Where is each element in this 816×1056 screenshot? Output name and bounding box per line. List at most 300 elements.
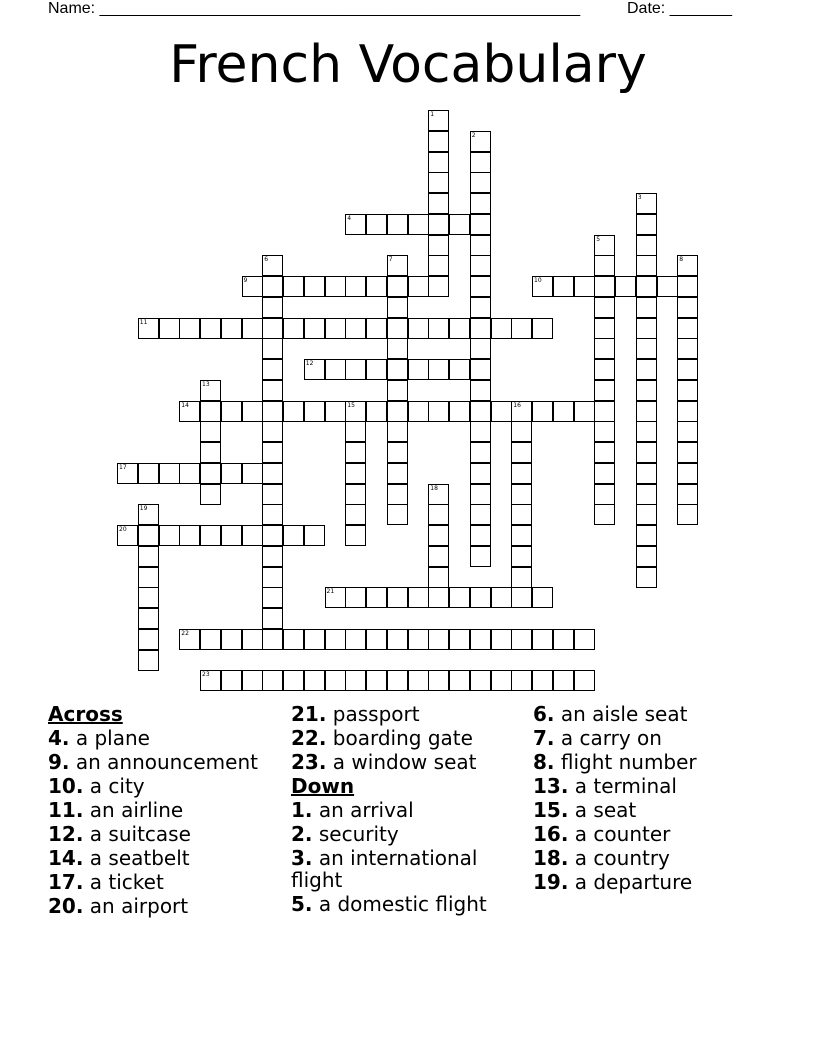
grid-cell[interactable]	[636, 546, 657, 567]
grid-cell[interactable]	[387, 629, 408, 650]
grid-cell[interactable]	[470, 670, 491, 691]
page-title: French Vocabulary	[169, 35, 647, 95]
clue-column-2	[291, 703, 531, 917]
grid-cell[interactable]	[594, 297, 615, 318]
grid-cell[interactable]	[262, 297, 283, 318]
grid-cell[interactable]	[470, 587, 491, 608]
clue-item	[533, 823, 773, 845]
clue-text: a domestic flight	[318, 892, 487, 916]
grid-cell[interactable]	[470, 525, 491, 546]
grid-cell[interactable]	[470, 276, 491, 297]
grid-cell[interactable]	[200, 442, 221, 463]
grid-cell[interactable]	[470, 152, 491, 173]
grid-cell[interactable]	[262, 442, 283, 463]
grid-cell[interactable]	[677, 401, 698, 422]
grid-cell[interactable]	[470, 504, 491, 525]
grid-cell[interactable]	[200, 629, 221, 650]
grid-cell[interactable]	[636, 380, 657, 401]
grid-cell[interactable]	[636, 338, 657, 359]
grid-cell[interactable]	[470, 193, 491, 214]
grid-cell[interactable]	[387, 442, 408, 463]
grid-cell[interactable]	[345, 525, 366, 546]
grid-cell[interactable]	[511, 546, 532, 567]
grid-cell[interactable]	[283, 525, 304, 546]
grid-cell[interactable]	[345, 463, 366, 484]
grid-cell[interactable]	[677, 421, 698, 442]
grid-cell[interactable]	[221, 318, 242, 339]
clue-item	[291, 703, 531, 725]
grid-cell[interactable]	[491, 629, 512, 650]
clue-text: a carry on	[560, 726, 662, 750]
grid-cell[interactable]	[408, 359, 429, 380]
grid-cell[interactable]	[345, 587, 366, 608]
grid-cell[interactable]	[511, 504, 532, 525]
grid-cell[interactable]	[491, 401, 512, 422]
clue-number: 20.	[48, 894, 84, 918]
grid-cell[interactable]	[677, 442, 698, 463]
grid-cell[interactable]	[387, 380, 408, 401]
clue-item	[291, 893, 531, 915]
grid-cell[interactable]	[491, 318, 512, 339]
grid-cell[interactable]	[636, 484, 657, 505]
clue-number: 23.	[291, 750, 327, 774]
grid-cell[interactable]	[636, 318, 657, 339]
grid-cell[interactable]	[594, 421, 615, 442]
grid-cell[interactable]	[262, 318, 283, 339]
clue-number-label: 4	[347, 214, 352, 222]
grid-cell[interactable]	[304, 525, 325, 546]
clue-text: a plane	[75, 726, 150, 750]
clue-number: 2.	[291, 822, 313, 846]
grid-cell[interactable]	[574, 670, 595, 691]
grid-cell[interactable]	[532, 587, 553, 608]
grid-cell[interactable]	[262, 380, 283, 401]
clue-number: 6.	[533, 702, 555, 726]
grid-cell[interactable]	[636, 504, 657, 525]
grid-cell[interactable]	[553, 401, 574, 422]
grid-cell[interactable]	[636, 525, 657, 546]
grid-cell[interactable]	[304, 670, 325, 691]
grid-cell[interactable]	[159, 525, 180, 546]
grid-cell[interactable]	[511, 629, 532, 650]
grid-cell[interactable]	[491, 670, 512, 691]
grid-cell[interactable]	[387, 359, 408, 380]
clue-number: 11.	[48, 798, 84, 822]
clue-number-label: 17	[119, 463, 127, 471]
grid-cell[interactable]	[532, 401, 553, 422]
grid-cell[interactable]	[179, 463, 200, 484]
grid-cell[interactable]	[200, 318, 221, 339]
grid-cell[interactable]	[594, 255, 615, 276]
grid-cell[interactable]	[387, 401, 408, 422]
down-heading: Down	[291, 774, 355, 798]
grid-cell[interactable]	[366, 587, 387, 608]
grid-cell[interactable]	[636, 401, 657, 422]
grid-cell[interactable]	[408, 670, 429, 691]
grid-cell[interactable]	[574, 401, 595, 422]
grid-cell[interactable]	[200, 401, 221, 422]
grid-cell[interactable]	[387, 587, 408, 608]
grid-cell[interactable]	[262, 670, 283, 691]
grid-cell[interactable]	[304, 276, 325, 297]
grid-cell[interactable]	[242, 401, 263, 422]
clue-column-1	[48, 703, 288, 919]
grid-cell[interactable]	[221, 463, 242, 484]
clue-number-label: 11	[139, 318, 148, 326]
grid-cell[interactable]	[636, 442, 657, 463]
grid-cell[interactable]	[511, 463, 532, 484]
grid-cell[interactable]	[636, 567, 657, 588]
clue-number-label: 16	[513, 401, 521, 409]
grid-cell[interactable]	[428, 214, 449, 235]
grid-cell[interactable]	[428, 359, 449, 380]
grid-cell[interactable]	[325, 670, 346, 691]
grid-cell[interactable]	[428, 152, 449, 173]
grid-cell[interactable]	[470, 297, 491, 318]
grid-cell[interactable]	[511, 587, 532, 608]
grid-cell[interactable]	[221, 629, 242, 650]
clue-number: 17.	[48, 870, 84, 894]
grid-cell[interactable]	[408, 629, 429, 650]
grid-cell[interactable]	[428, 546, 449, 567]
grid-cell[interactable]	[345, 484, 366, 505]
clue-text: a city	[89, 774, 145, 798]
grid-cell[interactable]	[677, 276, 698, 297]
grid-cell[interactable]	[470, 359, 491, 380]
grid-cell[interactable]	[345, 504, 366, 525]
clue-number-label: 14	[181, 401, 189, 409]
grid-cell[interactable]	[138, 567, 159, 588]
grid-cell[interactable]	[387, 463, 408, 484]
grid-cell[interactable]	[677, 380, 698, 401]
grid-cell[interactable]	[138, 525, 159, 546]
grid-cell[interactable]	[428, 131, 449, 152]
grid-cell[interactable]	[387, 276, 408, 297]
grid-cell[interactable]	[449, 214, 470, 235]
grid-cell[interactable]	[657, 276, 678, 297]
clue-number: 5.	[291, 892, 313, 916]
grid-cell[interactable]	[242, 525, 263, 546]
grid-cell[interactable]	[428, 670, 449, 691]
grid-cell[interactable]	[594, 318, 615, 339]
grid-cell[interactable]	[511, 318, 532, 339]
grid-cell[interactable]	[242, 629, 263, 650]
grid-cell[interactable]	[200, 421, 221, 442]
grid-cell[interactable]	[262, 608, 283, 629]
grid-cell[interactable]	[511, 525, 532, 546]
clue-number-label: 3	[637, 194, 642, 201]
grid-cell[interactable]	[594, 380, 615, 401]
grid-cell[interactable]	[345, 670, 366, 691]
grid-cell[interactable]	[428, 193, 449, 214]
clue-number-label: 2	[471, 131, 476, 139]
grid-cell[interactable]	[366, 318, 387, 339]
grid-cell[interactable]	[428, 255, 449, 276]
grid-cell[interactable]	[428, 504, 449, 525]
grid-cell[interactable]	[491, 587, 512, 608]
grid-cell[interactable]	[179, 318, 200, 339]
clue-item	[48, 799, 288, 821]
grid-cell[interactable]	[677, 504, 698, 525]
clue-text: passport	[332, 702, 420, 726]
grid-cell[interactable]	[345, 318, 366, 339]
grid-cell[interactable]	[449, 670, 470, 691]
grid-cell[interactable]	[636, 463, 657, 484]
clue-text: a seatbelt	[89, 846, 190, 870]
grid-cell[interactable]	[366, 214, 387, 235]
grid-cell[interactable]	[677, 297, 698, 318]
grid-cell[interactable]	[636, 255, 657, 276]
grid-cell[interactable]	[428, 629, 449, 650]
grid-cell[interactable]	[200, 525, 221, 546]
grid-cell[interactable]	[594, 463, 615, 484]
grid-cell[interactable]	[594, 338, 615, 359]
grid-cell[interactable]	[200, 463, 221, 484]
grid-cell[interactable]	[283, 670, 304, 691]
grid-cell[interactable]	[262, 359, 283, 380]
grid-cell[interactable]	[636, 214, 657, 235]
grid-cell[interactable]	[283, 276, 304, 297]
grid-cell[interactable]	[594, 276, 615, 297]
grid-cell[interactable]	[387, 297, 408, 318]
grid-cell[interactable]	[553, 629, 574, 650]
grid-cell[interactable]	[428, 172, 449, 193]
grid-cell[interactable]	[345, 359, 366, 380]
clue-item	[291, 823, 531, 845]
grid-cell[interactable]	[387, 670, 408, 691]
grid-cell[interactable]	[470, 442, 491, 463]
grid-cell[interactable]	[532, 670, 553, 691]
grid-cell[interactable]	[200, 484, 221, 505]
clue-text: a terminal	[574, 774, 677, 798]
grid-cell[interactable]	[408, 401, 429, 422]
grid-cell[interactable]	[345, 442, 366, 463]
grid-cell[interactable]	[428, 235, 449, 256]
clue-number-label: 10	[534, 277, 542, 284]
clue-number-label: 7	[388, 256, 393, 264]
grid-cell[interactable]	[428, 525, 449, 546]
grid-cell[interactable]	[470, 318, 491, 339]
grid-cell[interactable]	[304, 401, 325, 422]
grid-cell[interactable]	[470, 401, 491, 422]
grid-cell[interactable]	[138, 463, 159, 484]
grid-cell[interactable]	[677, 338, 698, 359]
grid-cell[interactable]	[449, 629, 470, 650]
grid-cell[interactable]	[262, 276, 283, 297]
clue-number-label: 13	[202, 380, 210, 388]
grid-cell[interactable]	[325, 629, 346, 650]
grid-cell[interactable]	[636, 276, 657, 297]
grid-cell[interactable]	[242, 463, 263, 484]
clue-number-label: 12	[305, 360, 314, 367]
clue-number: 22.	[291, 726, 327, 750]
clue-text: an announcement	[75, 750, 258, 774]
clue-text: boarding gate	[332, 726, 473, 750]
grid-cell[interactable]	[470, 380, 491, 401]
clue-number: 7.	[533, 726, 555, 750]
grid-cell[interactable]	[532, 318, 553, 339]
grid-cell[interactable]	[345, 629, 366, 650]
clue-text: a window seat	[332, 750, 477, 774]
grid-cell[interactable]	[677, 463, 698, 484]
grid-cell[interactable]	[159, 318, 180, 339]
grid-cell[interactable]	[470, 421, 491, 442]
grid-cell[interactable]	[470, 463, 491, 484]
clue-number: 18.	[533, 846, 569, 870]
grid-cell[interactable]	[283, 401, 304, 422]
clue-number-label: 15	[347, 401, 355, 409]
grid-cell[interactable]	[262, 484, 283, 505]
grid-cell[interactable]	[262, 401, 283, 422]
grid-cell[interactable]	[636, 297, 657, 318]
clue-number-label: 21	[326, 588, 335, 596]
grid-cell[interactable]	[262, 525, 283, 546]
grid-cell[interactable]	[262, 629, 283, 650]
grid-cell[interactable]	[470, 629, 491, 650]
grid-cell[interactable]	[387, 318, 408, 339]
grid-cell[interactable]	[636, 421, 657, 442]
grid-cell[interactable]	[677, 318, 698, 339]
grid-cell[interactable]	[138, 608, 159, 629]
grid-cell[interactable]	[408, 587, 429, 608]
grid-cell[interactable]	[511, 670, 532, 691]
grid-cell[interactable]	[221, 525, 242, 546]
grid-cell[interactable]	[408, 318, 429, 339]
grid-cell[interactable]	[428, 587, 449, 608]
grid-cell[interactable]	[179, 525, 200, 546]
grid-cell[interactable]	[636, 359, 657, 380]
grid-cell[interactable]	[470, 484, 491, 505]
clue-item	[48, 847, 288, 869]
grid-cell[interactable]	[221, 670, 242, 691]
grid-cell[interactable]	[387, 214, 408, 235]
grid-cell[interactable]	[449, 587, 470, 608]
grid-cell[interactable]	[408, 276, 429, 297]
clue-text: an airport	[89, 894, 189, 918]
grid-cell[interactable]	[262, 587, 283, 608]
grid-cell[interactable]	[553, 276, 574, 297]
grid-cell[interactable]	[138, 546, 159, 567]
grid-cell[interactable]	[594, 401, 615, 422]
grid-cell[interactable]	[366, 629, 387, 650]
grid-cell[interactable]	[242, 318, 263, 339]
grid-cell[interactable]	[428, 276, 449, 297]
clue-number-label: 20	[119, 526, 127, 533]
grid-cell[interactable]	[387, 338, 408, 359]
grid-cell[interactable]	[470, 214, 491, 235]
clue-text: an international flight	[291, 846, 478, 892]
grid-cell[interactable]	[138, 587, 159, 608]
grid-cell[interactable]	[594, 504, 615, 525]
grid-cell[interactable]	[574, 276, 595, 297]
grid-cell[interactable]	[366, 670, 387, 691]
grid-cell[interactable]	[283, 318, 304, 339]
clue-number: 15.	[533, 798, 569, 822]
grid-cell[interactable]	[262, 463, 283, 484]
clue-item	[48, 751, 288, 773]
grid-cell[interactable]	[366, 359, 387, 380]
clue-text: an airline	[89, 798, 184, 822]
grid-cell[interactable]	[262, 338, 283, 359]
clue-number: 13.	[533, 774, 569, 798]
date-line: Date: _______	[627, 0, 732, 17]
grid-cell[interactable]	[449, 401, 470, 422]
grid-cell[interactable]	[325, 276, 346, 297]
grid-cell[interactable]	[511, 421, 532, 442]
grid-cell[interactable]	[511, 442, 532, 463]
grid-cell[interactable]	[366, 401, 387, 422]
grid-cell[interactable]	[511, 567, 532, 588]
grid-cell[interactable]	[138, 629, 159, 650]
grid-cell[interactable]	[615, 276, 636, 297]
grid-cell[interactable]	[636, 235, 657, 256]
grid-cell[interactable]	[262, 504, 283, 525]
grid-cell[interactable]	[553, 670, 574, 691]
grid-cell[interactable]	[221, 401, 242, 422]
name-line: Name: ______________________________________________________	[48, 0, 581, 17]
grid-cell[interactable]	[428, 318, 449, 339]
grid-cell[interactable]	[345, 421, 366, 442]
grid-cell[interactable]	[304, 629, 325, 650]
grid-cell[interactable]	[470, 546, 491, 567]
clue-number-label: 9	[243, 277, 248, 284]
clue-number-label: 19	[139, 505, 148, 513]
grid-cell[interactable]	[325, 318, 346, 339]
grid-cell[interactable]	[428, 567, 449, 588]
clue-item	[533, 775, 773, 797]
grid-cell[interactable]	[470, 338, 491, 359]
grid-cell[interactable]	[449, 318, 470, 339]
clue-text: a ticket	[89, 870, 164, 894]
grid-cell[interactable]	[594, 442, 615, 463]
grid-cell[interactable]	[387, 421, 408, 442]
grid-cell[interactable]	[594, 484, 615, 505]
clue-number-label: 5	[596, 235, 601, 243]
grid-cell[interactable]	[470, 235, 491, 256]
clue-item	[48, 823, 288, 845]
grid-cell[interactable]	[304, 318, 325, 339]
grid-cell[interactable]	[283, 629, 304, 650]
grid-cell[interactable]	[574, 629, 595, 650]
grid-cell[interactable]	[470, 255, 491, 276]
clue-item	[291, 751, 531, 773]
grid-cell[interactable]	[345, 276, 366, 297]
grid-cell[interactable]	[511, 484, 532, 505]
grid-cell[interactable]	[138, 650, 159, 671]
grid-cell[interactable]	[242, 670, 263, 691]
grid-cell[interactable]	[532, 629, 553, 650]
across-heading: Across	[48, 702, 123, 726]
grid-cell[interactable]	[428, 401, 449, 422]
grid-cell[interactable]	[677, 359, 698, 380]
grid-cell[interactable]	[262, 421, 283, 442]
grid-cell[interactable]	[449, 359, 470, 380]
grid-cell[interactable]	[470, 172, 491, 193]
grid-cell[interactable]	[262, 567, 283, 588]
across-clue-list-continued	[291, 703, 531, 773]
grid-cell[interactable]	[677, 484, 698, 505]
grid-cell[interactable]	[387, 484, 408, 505]
grid-cell[interactable]	[387, 504, 408, 525]
grid-cell[interactable]	[159, 463, 180, 484]
clue-text: a suitcase	[89, 822, 191, 846]
grid-cell[interactable]	[366, 276, 387, 297]
grid-cell[interactable]	[262, 546, 283, 567]
grid-cell[interactable]	[408, 214, 429, 235]
grid-cell[interactable]	[594, 359, 615, 380]
grid-cell[interactable]	[325, 359, 346, 380]
grid-cell[interactable]	[325, 401, 346, 422]
